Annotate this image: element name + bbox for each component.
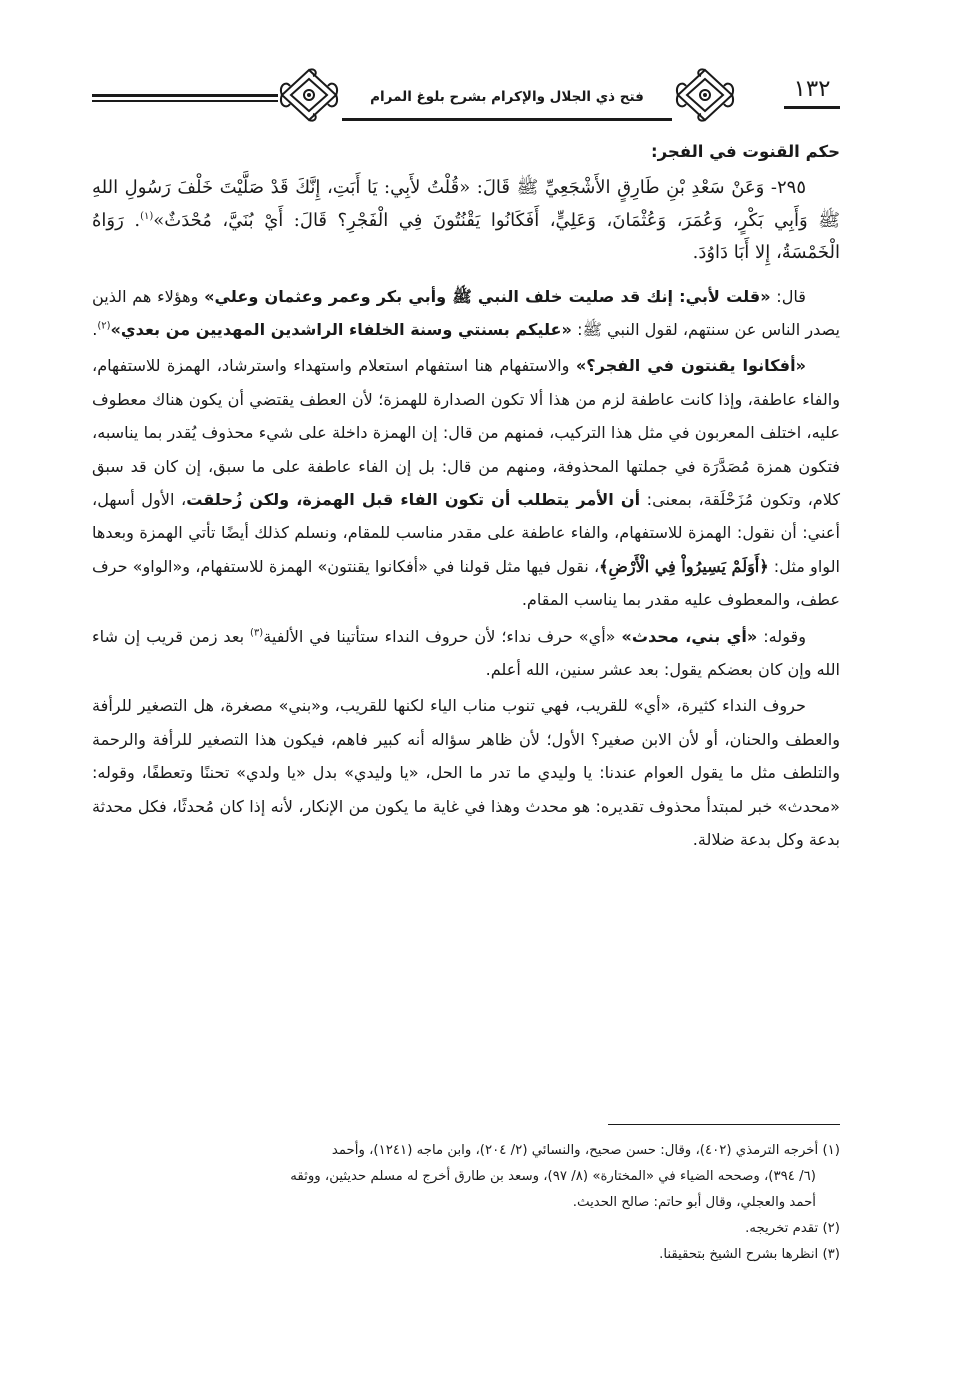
footnote-1-line-2: (٦/ ٣٩٤)، وصححه الضياء في «المختارة» (٨/ ٩٧)، وسعد بن طارق أخرج له مسلم حديثين، ووثقه: [290, 1169, 816, 1184]
section-heading: حكم القنوت في الفجر:: [650, 142, 840, 161]
p2-emphasis: أن الأمر يتطلب أن تكون الفاء قبل الهمزة، ولكن زُحلقت: [186, 489, 641, 509]
hadith-body: ٢٩٥- وَعَنْ سَعْدِ بْنِ طَارِقٍ الأَشْجَعِيِّ ﷺ قَالَ: «قُلْتُ لأَبِي: يَا أَبَتِ، إِنَّكَ قَدْ صَلَّيْتَ خَلْفَ رَسُولِ اللهِ ﷺ وَأَبِي بَكْرٍ، وَعُمَرَ، وَعُثْمَانَ، وَعَلِيٍّ، أَفَكَانُوا يَقْنُتُونَ فِي الْفَجْرِ؟ قَالَ: أَيْ بُنَيَّ، مُحْدَثٌ»: [92, 177, 840, 231]
footnote-ref-1: (١): [140, 210, 154, 222]
hadith-attribution: . رَوَاهُ الْخَمْسَةُ، إِلا أَبَا دَاوُدَ.: [92, 209, 840, 263]
p1-quote: «قلت لأبي: إنك قد صليت خلف النبي ﷺ وأبي بكر وعمر وعثمان وعلي»: [204, 286, 771, 306]
p1-text: وهؤلاء هم الذين يصدر الناس عن سنتهم، لقول النبي ﷺ:: [92, 286, 840, 339]
page-header: [92, 62, 840, 124]
footnote-ref-3: (٣): [250, 627, 264, 639]
p2-quran-verse: ﴿أَوَلَمْ يَسِيرُواْ فِي الْأَرْضِ﴾: [599, 556, 769, 576]
paragraph-1: [92, 280, 840, 347]
page-number-underline: [784, 106, 840, 109]
header-ornament-right-icon: [672, 66, 738, 124]
paragraph-3: [92, 620, 840, 687]
p3-quote: «أي بني، محدث»: [621, 626, 758, 646]
p1-end: .: [92, 319, 98, 339]
running-title: فتح ذي الجلال والإكرام بشرح بلوغ المرام: [370, 89, 644, 105]
footnote-separator: [608, 1124, 840, 1125]
p2-text-3: ، نقول فيها مثل قولنا في «أفكانوا يقنتون» الهمزة للاستفهام، و«الواو» حرف عطف، والمعطوف عليه مقدر بما يناسب المقام.: [92, 556, 840, 610]
running-title-rule: [342, 118, 672, 121]
p2-quote: «أفكانوا يقنتون في الفجر؟»: [575, 356, 806, 376]
p1-intro: قال:: [770, 286, 806, 306]
page-content: [92, 136, 840, 859]
footnote-1-line-3: أحمد والعجلي، وقال أبو حاتم: صالح الحديث.: [572, 1195, 816, 1210]
footnote-1-line-1: (١) أخرجه الترمذي (٤٠٢)، وقال: حسن صحيح، والنسائي (٢/ ٢٠٤)، وابن ماجه (١٢٤١)، وأحمد: [331, 1143, 840, 1158]
footnote-2: (٢) تقدم تخريجه.: [745, 1221, 840, 1236]
p2-text-1: والاستفهام هنا استفهام استعلام واستهداء واسترشاد، الهمزة للاستفهام، والفاء عاطفة، وإذا كانت عاطفة لزم من هذا ألا تكون الصدارة للهمزة؛ لأن العطف يقتضي أن يكون هناك معطوف عليه، اختلف المعربون في مثل هذا التركيب، فمنهم من قال: إن الهمزة داخلة على شيء محذوف يُقدر بما يناسبه، فتكون همزة مُصَدَّرَة في جملتها المحذوفة، ومنهم من قال: بل إن الفاء عاطفة على ما سبق، إن كان قد سبق كلام، وتكون مُزَحْلَقة، بمعنى:: [92, 356, 840, 509]
paragraph-4: حروف النداء كثيرة، «أي» للقريب، فهي تنوب مناب الياء لكنها للقريب، و«بني» مصغرة، هل التصغير للرأفة والعطف والحنان، أو لأن الابن صغير؟ الأول؛ لأن ظاهر سؤاله أنه كبير فاهم، فيكون هذا التصغير للرأفة والرحمة والتلطف مثل ما يقول العوام عندنا: يا وليدي ما تدر ما الحل، «يا وليدي» بدل «يا ولدي» تحننًا وتعطفًا، وقوله: «محدث» خبر لمبتدأ محذوف تقديره: هو محدث وهذا في غاية ما يكون من الإنكار، لأنه إذا كان مُحدثًا، فكل محدثة بدعة وكل بدعة ضلالة.: [92, 696, 840, 849]
p3-intro: وقوله:: [757, 626, 806, 646]
header-rule-thin: [92, 100, 278, 102]
footnote-ref-2: (٢): [97, 320, 111, 332]
p1-hadith-quote: «عليكم بسنتي وسنة الخلفاء الراشدين المهديين من بعدي»: [110, 319, 572, 339]
footnote-3: (٣) انظرها بشرح الشيخ بتحقيقنا.: [659, 1247, 840, 1262]
hadith-text: [92, 172, 840, 270]
header-rule-thick: [92, 94, 278, 97]
p3-text-2: بعد زمن قريب إن شاء الله وإن كان بعضكم يقول: بعد عشر سنين، الله أعلم.: [92, 626, 840, 679]
header-ornament-left-icon: [276, 66, 342, 124]
page-number: ١٣٢: [793, 76, 831, 102]
paragraph-2: [92, 349, 840, 616]
footnotes: [92, 1138, 840, 1268]
p3-text-1: «أي» حرف نداء؛ لأن حروف النداء ستأتينا في الألفية: [263, 626, 622, 646]
p2-text-2: ، الأول أسهل، أعني: أن نقول: الهمزة للاستفهام، والفاء عاطفة على مقدر مناسب للمقام، ونسلم كذلك أيضًا تأتي الهمزة وبعدها الواو مثل:: [92, 489, 840, 576]
